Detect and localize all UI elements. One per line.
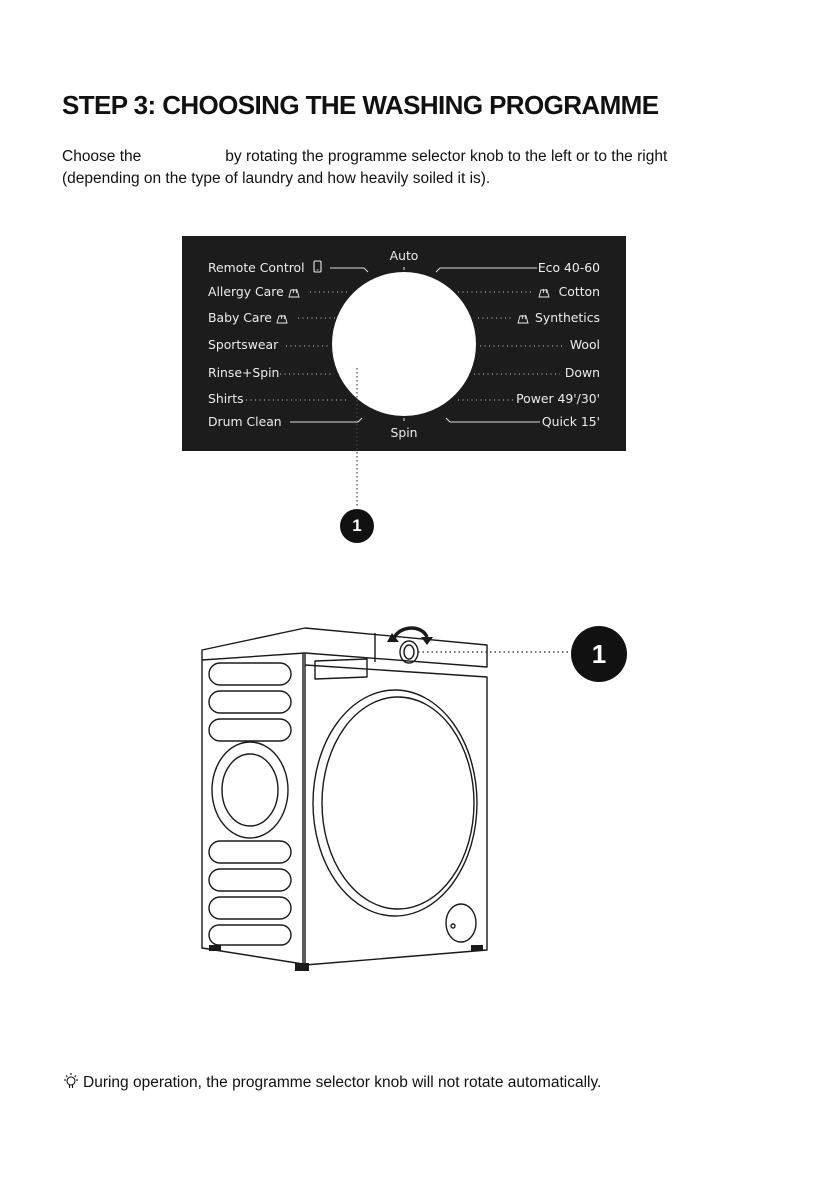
machine-side [202, 653, 303, 964]
program-down: Down [564, 365, 600, 380]
program-rinse-spin: Rinse+Spin [208, 365, 280, 380]
side-circle-inner [222, 754, 278, 826]
program-allergy-care: Allergy Care [208, 284, 284, 299]
program-shirts: Shirts [208, 391, 244, 406]
side-rib [209, 897, 291, 919]
rotate-arrow-icon [393, 628, 427, 642]
filter-cover [446, 904, 476, 942]
machine-top [202, 628, 487, 667]
machine-door [313, 690, 477, 916]
intro-line-1-start: Choose the [62, 148, 142, 165]
rotate-arrow-head-right [421, 637, 433, 645]
side-rib [209, 925, 291, 945]
intro-line-2: (depending on the type of laundry and how heavily soiled it is). [62, 170, 491, 187]
operation-note [62, 1072, 601, 1092]
program-remote-control: Remote Control [208, 260, 305, 275]
intro-line-1-end: by rotating the programme selector knob to the left or to the right [225, 148, 668, 165]
machine-foot [471, 945, 483, 951]
washing-machine-illustration [195, 615, 505, 980]
side-rib [209, 691, 291, 713]
program-cotton: Cotton [558, 284, 600, 299]
door-glass [322, 697, 474, 909]
machine-front [305, 665, 487, 965]
program-spin: Spin [390, 425, 418, 440]
machine-foot [295, 963, 309, 971]
program-sportswear: Sportswear [208, 337, 279, 352]
page-title: STEP 3: CHOOSING THE WASHING PROGRAMME [62, 90, 659, 120]
program-quick: Quick 15' [541, 414, 600, 429]
program-power: Power 49'/30' [516, 391, 600, 406]
side-rib [209, 663, 291, 685]
program-auto: Auto [389, 248, 419, 263]
side-rib [209, 869, 291, 891]
machine-foot [209, 945, 221, 951]
program-synthetics: Synthetics [535, 310, 600, 325]
program-wool: Wool [569, 337, 600, 352]
program-knob-inner [404, 645, 414, 659]
callout-marker-1: 1 [340, 509, 374, 543]
program-knob[interactable] [400, 641, 418, 663]
operation-note-text: During operation, the programme selector knob will not rotate automatically. [83, 1074, 602, 1091]
filter-dot [451, 924, 455, 928]
program-eco-40-60: Eco 40-60 [537, 260, 600, 275]
callout-marker-1-machine: 1 [571, 626, 627, 682]
program-baby-care: Baby Care [208, 310, 272, 325]
lightbulb-icon [62, 1072, 80, 1090]
program-drum-clean: Drum Clean [208, 414, 282, 429]
side-circle-outer [212, 742, 288, 838]
side-rib [209, 841, 291, 863]
side-rib [209, 719, 291, 741]
